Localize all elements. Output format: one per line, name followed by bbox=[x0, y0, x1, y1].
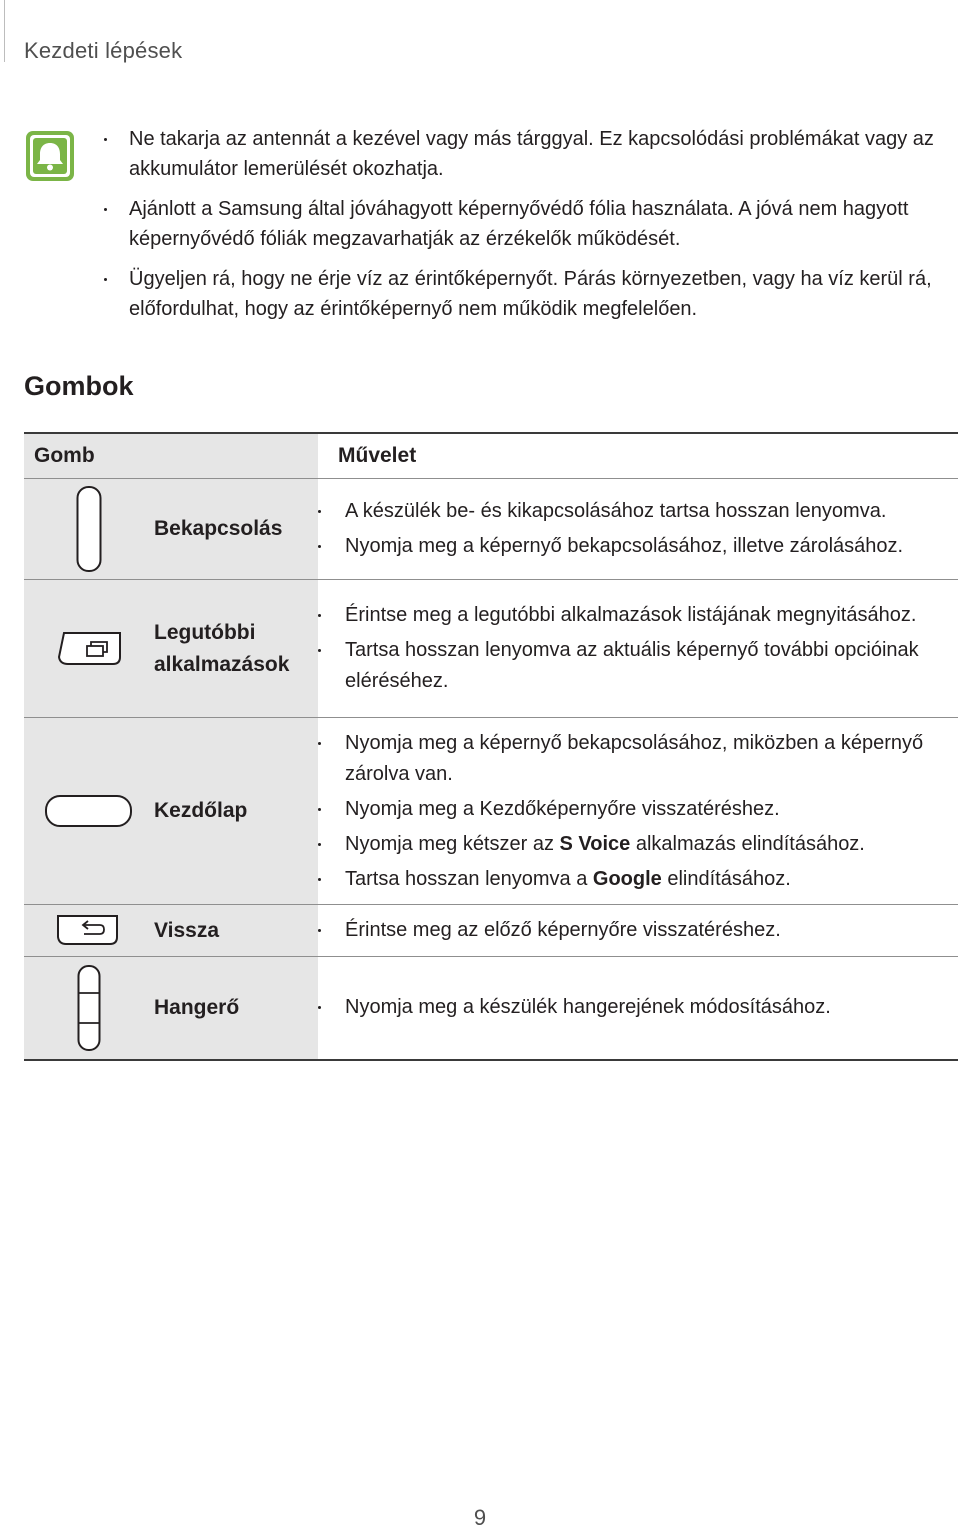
column-header-action: Művelet bbox=[318, 433, 958, 479]
notice-list bbox=[104, 124, 960, 334]
table-row bbox=[24, 580, 958, 718]
key-name: Kezdőlap bbox=[154, 799, 248, 822]
back-key-icon bbox=[54, 913, 124, 949]
page-number: 9 bbox=[473, 1505, 487, 1530]
action-item: Nyomja meg kétszer az S Voice alkalmazás elindításához. bbox=[318, 829, 958, 860]
action-cell bbox=[318, 479, 958, 580]
column-header-button: Gomb bbox=[24, 433, 318, 479]
margin-rule bbox=[4, 0, 5, 62]
action-item: Nyomja meg a Kezdőképernyőre visszatéréshez. bbox=[318, 794, 958, 825]
action-cell bbox=[318, 957, 958, 1060]
notice-item: Ajánlott a Samsung által jóváhagyott képernyővédő fólia használata. A jóvá nem hagyott képernyővédő fóliák megzavarhatják az érzékelők működését. bbox=[104, 194, 960, 254]
key-cell bbox=[24, 580, 318, 718]
notice-item: Ügyeljen rá, hogy ne érje víz az érintőképernyőt. Párás környezetben, vagy ha víz kerül rá, előfordulhat, hogy az érintőképernyő nem működik megfelelően. bbox=[104, 264, 960, 324]
action-item: Nyomja meg a képernyő bekapcsolásához, miközben a képernyő zárolva van. bbox=[318, 728, 958, 790]
section-heading: Gombok bbox=[24, 371, 134, 401]
key-name: Hangerő bbox=[154, 995, 240, 1019]
recent-apps-key-icon bbox=[54, 629, 124, 669]
key-cell bbox=[24, 905, 318, 957]
bell-alert-icon bbox=[24, 128, 76, 184]
notice-item: Ne takarja az antennát a kezével vagy más tárggyal. Ez kapcsolódási problémákat vagy az akkumulátor lemerülését okozhatja. bbox=[104, 124, 960, 184]
section-header: Kezdeti lépések bbox=[24, 38, 183, 63]
table-header-row bbox=[24, 433, 958, 479]
home-key-icon bbox=[44, 793, 134, 829]
power-key-icon bbox=[74, 484, 104, 574]
key-name: Vissza bbox=[154, 918, 219, 942]
action-item: Érintse meg a legutóbbi alkalmazások listájának megnyitásához. bbox=[318, 600, 958, 631]
volume-key-icon bbox=[74, 963, 104, 1053]
key-name: Bekapcsolás bbox=[154, 517, 283, 540]
key-cell bbox=[24, 718, 318, 905]
action-item: Nyomja meg a képernyő bekapcsolásához, illetve zárolásához. bbox=[318, 531, 958, 562]
action-item: Tartsa hosszan lenyomva az aktuális képernyő további opcióinak eléréséhez. bbox=[318, 635, 958, 697]
table-row bbox=[24, 957, 958, 1060]
buttons-table bbox=[24, 432, 958, 1061]
action-item: Tartsa hosszan lenyomva a Google elindításához. bbox=[318, 864, 958, 895]
table-row bbox=[24, 718, 958, 905]
key-cell bbox=[24, 479, 318, 580]
action-item: Érintse meg az előző képernyőre visszatéréshez. bbox=[318, 915, 958, 946]
action-cell bbox=[318, 580, 958, 718]
key-cell bbox=[24, 957, 318, 1060]
action-cell bbox=[318, 905, 958, 957]
action-item: Nyomja meg a készülék hangerejének módosításához. bbox=[318, 992, 958, 1023]
key-name: Legutóbbi alkalmazások bbox=[154, 620, 290, 676]
table-row bbox=[24, 479, 958, 580]
action-cell bbox=[318, 718, 958, 905]
action-item: A készülék be- és kikapcsolásához tartsa hosszan lenyomva. bbox=[318, 496, 958, 527]
table-row bbox=[24, 905, 958, 957]
